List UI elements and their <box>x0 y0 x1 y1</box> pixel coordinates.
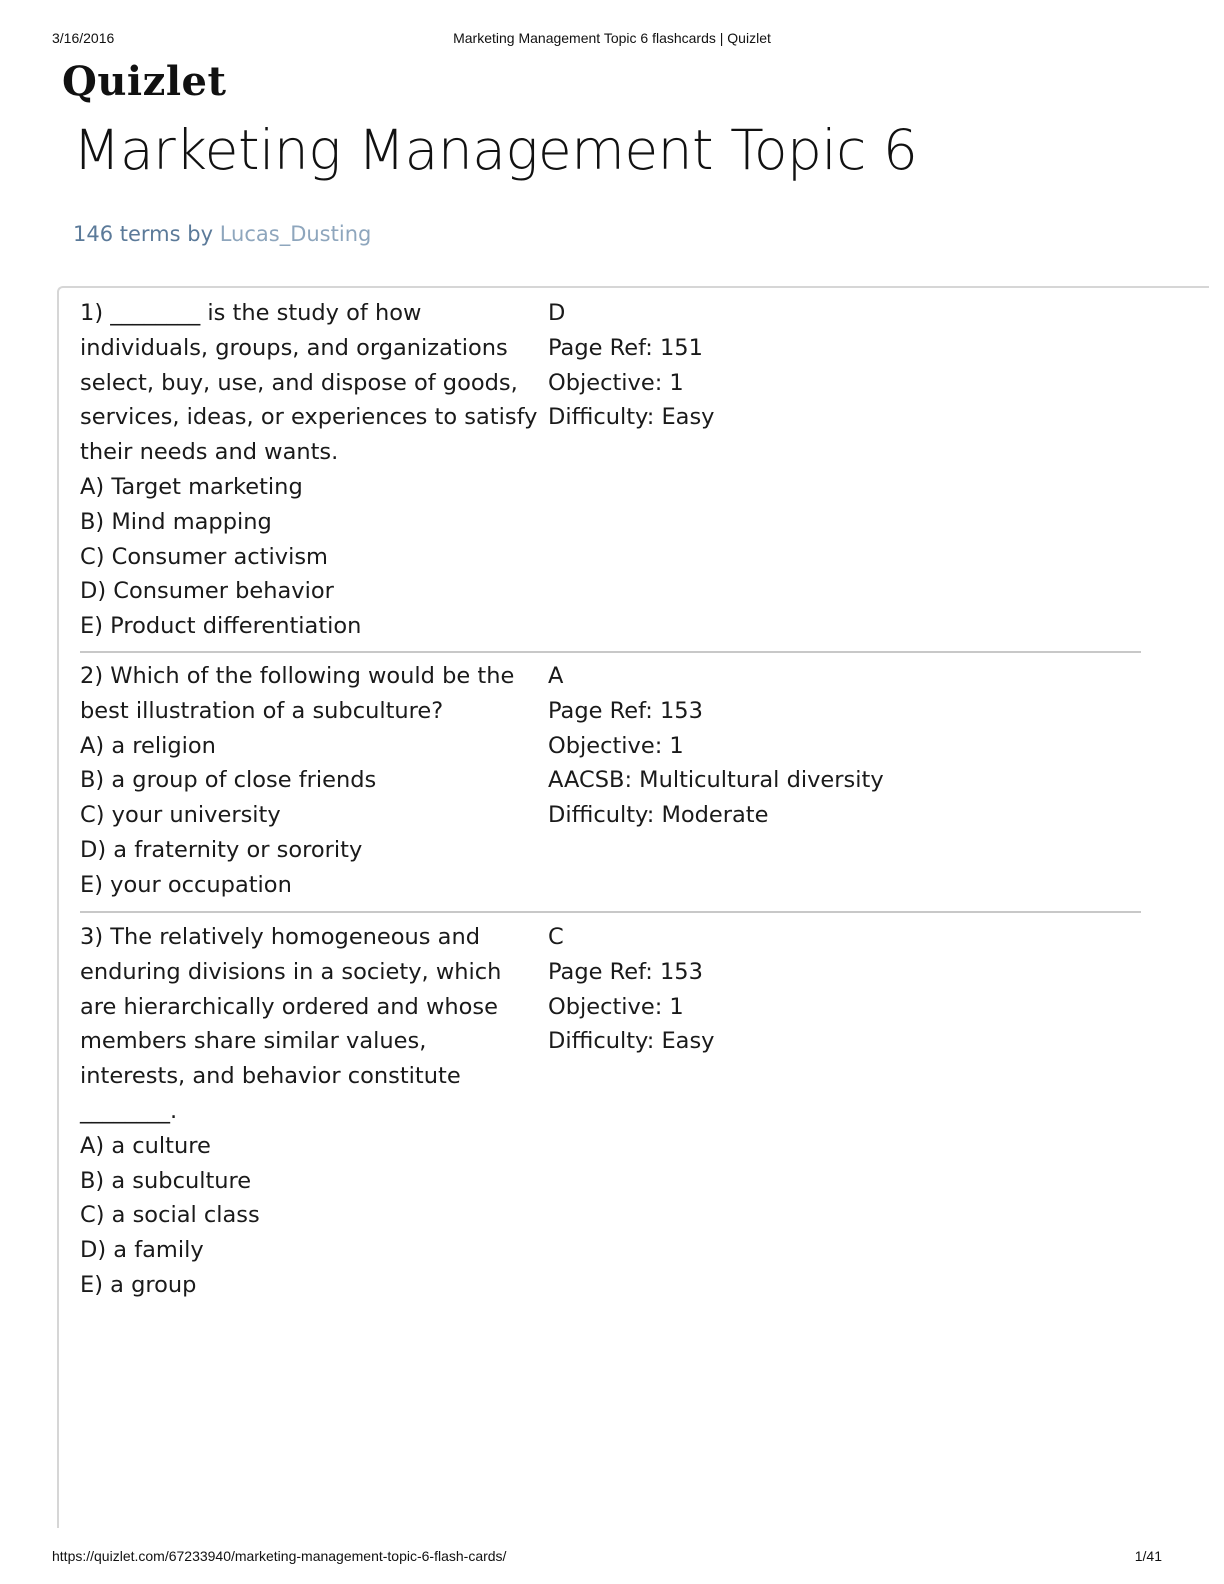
answer-line: Objective: 1 <box>548 732 684 759</box>
option-line: B) a subculture <box>80 1167 252 1194</box>
option-line: A) Target marketing <box>80 473 303 500</box>
option-line: C) your university <box>80 802 281 829</box>
print-page-title: Marketing Management Topic 6 flashcards | Quizlet <box>453 30 771 46</box>
option-line: E) your occupation <box>80 871 292 898</box>
term-question <box>80 296 538 644</box>
question-line: interests, and behavior constitute <box>80 1063 461 1090</box>
question-line: 1) ________ is the study of how <box>80 300 422 326</box>
answer-line: Page Ref: 151 <box>548 334 703 361</box>
quizlet-logo[interactable]: Quizlet <box>62 58 227 105</box>
question-line: 2) Which of the following would be the <box>80 663 515 689</box>
answer-line: Page Ref: 153 <box>548 958 703 985</box>
term-row <box>80 659 1141 913</box>
question-line: enduring divisions in a society, which <box>80 958 502 985</box>
option-line: E) a group <box>80 1271 197 1298</box>
answer-line: Difficulty: Easy <box>548 404 715 431</box>
answer-line: Page Ref: 153 <box>548 697 703 724</box>
question-line: best illustration of a subculture? <box>80 697 444 724</box>
answer-line: Difficulty: Easy <box>548 1028 715 1055</box>
option-line: A) a culture <box>80 1132 211 1159</box>
term-question <box>80 920 528 1303</box>
term-answer <box>548 296 1128 435</box>
answer-line: Objective: 1 <box>548 369 684 396</box>
option-line: B) Mind mapping <box>80 508 272 535</box>
print-date: 3/16/2016 <box>52 30 115 46</box>
question-line: 3) The relatively homogeneous and <box>80 924 481 950</box>
answer-letter: A <box>548 663 564 689</box>
answer-line: Difficulty: Moderate <box>548 802 769 829</box>
term-answer <box>548 920 1128 1059</box>
question-line: are hierarchically ordered and whose <box>80 993 498 1020</box>
option-line: C) Consumer activism <box>80 543 328 570</box>
terms-count-label: 146 terms by <box>73 222 214 246</box>
page-number: 1/41 <box>1134 1548 1162 1564</box>
option-line: C) a social class <box>80 1202 260 1229</box>
question-line: individuals, groups, and organizations <box>80 334 508 361</box>
page-url-link[interactable]: https://quizlet.com/67233940/marketing-management-topic-6-flash-cards/ <box>52 1548 507 1564</box>
question-line: ________. <box>80 1097 178 1124</box>
option-line: E) Product differentiation <box>80 613 362 640</box>
term-row <box>80 296 1141 653</box>
answer-letter: C <box>548 924 564 950</box>
answer-letter: D <box>548 300 566 326</box>
term-row <box>80 920 1141 1310</box>
set-title: Marketing Management Topic 6 <box>73 118 918 182</box>
answer-line: AACSB: Multicultural diversity <box>548 767 884 794</box>
set-meta <box>73 222 371 246</box>
question-line: select, buy, use, and dispose of goods, <box>80 369 518 396</box>
answer-line: Objective: 1 <box>548 993 684 1020</box>
term-answer <box>548 659 1128 833</box>
question-line: their needs and wants. <box>80 439 339 466</box>
print-header <box>52 30 1172 50</box>
option-line: B) a group of close friends <box>80 767 377 794</box>
option-line: A) a religion <box>80 732 216 759</box>
question-line: services, ideas, or experiences to satisfy <box>80 404 538 431</box>
option-line: D) a family <box>80 1237 204 1264</box>
question-line: members share similar values, <box>80 1028 427 1055</box>
print-footer <box>52 1548 1162 1568</box>
author-link[interactable]: Lucas_Dusting <box>219 222 372 246</box>
term-question <box>80 659 528 903</box>
option-line: D) Consumer behavior <box>80 578 334 605</box>
option-line: D) a fraternity or sorority <box>80 836 363 863</box>
